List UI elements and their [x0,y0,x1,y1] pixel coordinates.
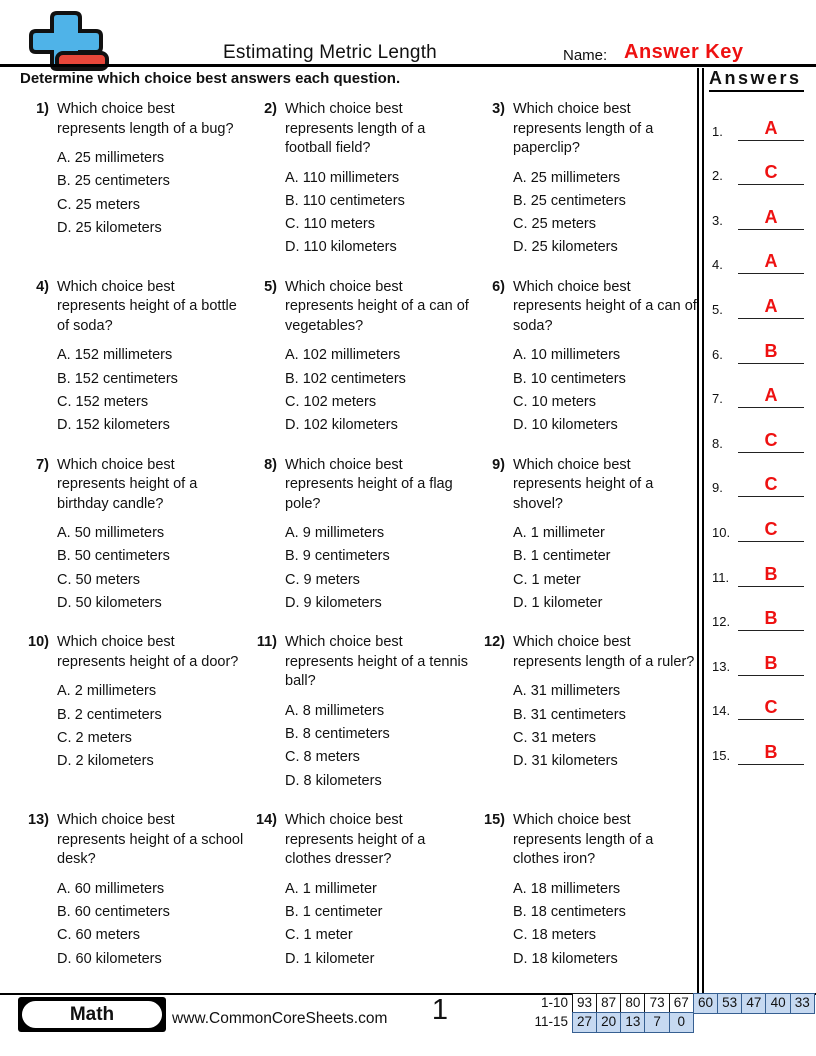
choice-option: D. 152 kilometers [57,417,170,434]
answer-letter: A [764,206,778,227]
answer-blank [738,565,804,587]
choice-option: A. 10 millimeters [513,347,621,364]
question-text: Which choice best represents height of a can of soda? [513,278,697,334]
answer-letter: A [764,251,778,272]
answer-letter: B [764,741,778,762]
answer-item [699,676,816,721]
answer-item [699,453,816,498]
choice-option: A. 50 millimeters [57,525,165,542]
question-body [285,456,476,616]
question-number: 3) [492,101,505,117]
answer-number: 10. [712,524,731,540]
question-body [513,100,701,260]
question-body [513,456,701,616]
answer-item [699,631,816,676]
score-cell: 0 [669,1012,694,1033]
choice-option: B. 18 centimeters [513,903,626,920]
score-cell: 73 [644,993,669,1014]
choice-option: A. 110 millimeters [285,169,400,186]
page-number: 1 [431,994,449,1026]
answer-blank [738,475,804,497]
choice-option: B. 25 centimeters [57,173,170,190]
answer-number: 8. [712,435,723,451]
question-body [57,633,248,773]
question-text: Which choice best represents length of a bug? [57,101,234,137]
answer-item [699,497,816,542]
choice-option: D. 10 kilometers [513,417,618,434]
subject-badge [18,997,166,1032]
answer-letter: A [764,117,778,138]
answers-panel-title: Answers [709,68,804,92]
score-cell: 13 [620,1012,645,1033]
choice-option: D. 25 kilometers [513,239,618,256]
choices-list [57,680,248,773]
choice-option: D. 102 kilometers [285,417,398,434]
answer-letter: C [764,429,778,450]
question-item [20,456,248,634]
score-cell: 80 [620,993,645,1014]
choice-option: A. 1 millimeter [285,880,377,897]
question-number: 9) [492,456,505,473]
answer-blank [738,119,804,141]
choice-option: D. 1 kilometer [513,594,603,611]
answer-item [699,96,816,141]
answer-item [699,141,816,186]
answer-number: 5. [712,301,723,317]
choices-list [285,700,476,793]
question-item [248,811,476,989]
score-range-label: 1-10 [540,995,568,1010]
choice-option: A. 25 millimeters [57,150,165,166]
answer-letter: C [764,162,778,183]
choices-list [285,344,476,437]
choice-option: C. 1 meter [513,571,581,588]
answer-letter: B [764,563,778,584]
question-number: 7) [36,456,49,473]
answer-item [699,230,816,275]
question-number: 8) [264,456,277,473]
choices-list [285,878,476,971]
question-item [476,811,696,989]
question-item [20,100,248,278]
choice-option: D. 8 kilometers [285,772,382,789]
question-body [285,278,476,438]
question-text: Which choice best represents height of a door? [57,634,239,670]
choice-option: A. 31 millimeters [513,683,621,700]
score-cell: 87 [596,993,621,1014]
choice-option: B. 9 centimeters [285,548,390,565]
score-cell: 60 [693,993,718,1014]
question-number: 14) [256,812,277,829]
answer-number: 7. [712,391,723,407]
question-text: Which choice best represents height of a shovel? [513,456,654,512]
question-number: 11) [256,634,277,651]
choice-option: B. 152 centimeters [57,370,178,387]
score-row [523,1012,815,1033]
answer-number: 11. [712,569,730,585]
question-number: 6) [492,278,505,295]
choices-list [285,167,476,260]
choices-list [513,680,701,773]
score-range-label: 11-15 [534,1014,568,1030]
question-text: Which choice best represents height of a flag pole? [285,456,453,512]
choice-option: C. 110 meters [285,216,375,233]
question-text: Which choice best represents height of a clothes dresser? [285,812,426,868]
question-number: 12) [484,634,505,651]
score-cell: 67 [669,993,694,1014]
choices-list [285,522,476,615]
choice-option: A. 9 millimeters [285,525,385,542]
choice-option: B. 60 centimeters [57,903,170,920]
question-text: Which choice best represents length of a clothes iron? [513,812,654,868]
answer-blank [738,654,804,676]
question-item [248,100,476,278]
question-number: 4) [36,278,49,295]
instruction-text: Determine which choice best answers each question. [20,70,401,87]
worksheet-title: Estimating Metric Length [223,42,437,63]
choice-option: C. 18 meters [513,927,596,944]
choice-option: C. 31 meters [513,729,596,746]
choice-option: D. 25 kilometers [57,219,162,236]
question-body [513,633,701,773]
question-text: Which choice best represents height of a tennis ball? [285,634,468,690]
choice-option: A. 25 millimeters [513,169,621,186]
question-body [285,633,476,793]
answer-blank [738,520,804,542]
choice-option: C. 9 meters [285,571,360,588]
answer-blank [738,208,804,230]
plus-minus-logo-icon [24,10,116,72]
choice-option: D. 60 kilometers [57,950,162,967]
question-item [20,811,248,989]
choice-option: D. 18 kilometers [513,950,618,967]
choice-option: D. 110 kilometers [285,239,397,256]
choice-option: C. 25 meters [57,196,140,213]
score-cell: 93 [572,993,597,1014]
commoncoresheets-logo [24,10,116,72]
choice-option: A. 8 millimeters [285,702,385,719]
answer-item [699,408,816,453]
choice-option: C. 102 meters [285,393,377,410]
choice-option: C. 25 meters [513,216,596,233]
score-cell: 7 [644,1012,669,1033]
answer-number: 15. [712,747,731,763]
question-item [248,278,476,456]
score-row [523,993,815,1014]
choice-option: C. 2 meters [57,729,132,746]
choice-option: D. 2 kilometers [57,753,154,770]
answer-blank [738,743,804,765]
subject-badge-label: Math [22,1001,162,1028]
answer-blank [738,297,804,319]
choice-option: D. 31 kilometers [513,753,618,770]
answers-panel [697,68,816,993]
choice-option: B. 31 centimeters [513,706,626,723]
question-body [57,100,248,240]
choice-option: C. 50 meters [57,571,140,588]
choice-option: B. 2 centimeters [57,706,162,723]
question-item [476,456,696,634]
website-text: www.CommonCoreSheets.com [172,1010,388,1027]
answer-blank [738,698,804,720]
score-cell: 20 [596,1012,621,1033]
choice-option: C. 8 meters [285,749,360,766]
name-label: Name: [563,47,608,64]
answer-letter: C [764,518,778,539]
question-number: 1) [36,101,49,117]
choice-option: B. 10 centimeters [513,370,626,387]
answer-letter: B [764,340,778,361]
answer-letter: A [764,295,778,316]
question-number: 15) [484,812,505,829]
choice-option: A. 102 millimeters [285,347,401,364]
answer-letter: A [764,385,778,406]
question-body [285,100,476,260]
question-item [476,633,696,811]
answer-number: 4. [712,257,723,273]
header-rule [0,64,816,67]
question-item [476,100,696,278]
choice-option: B. 25 centimeters [513,192,626,209]
choice-option: A. 18 millimeters [513,880,621,897]
answer-number: 6. [712,346,723,362]
question-item [248,633,476,811]
question-text: Which choice best represents height of a school desk? [57,812,244,868]
answer-blank [738,163,804,185]
question-text: Which choice best represents height of a birthday candle? [57,456,198,512]
choice-option: B. 110 centimeters [285,192,405,209]
score-cell: 27 [572,1012,597,1033]
answer-letter: B [764,608,778,629]
question-item [20,633,248,811]
question-item [476,278,696,456]
question-body [57,278,248,438]
question-text: Which choice best represents length of a football field? [285,101,426,156]
answer-number: 13. [712,658,731,674]
choice-option: C. 60 meters [57,927,140,944]
choices-list [513,878,701,971]
answer-blank [738,609,804,631]
choice-option: B. 50 centimeters [57,548,170,565]
answer-number: 3. [712,212,723,228]
question-number: 10) [28,634,49,651]
question-number: 13) [28,812,49,829]
choice-option: D. 1 kilometer [285,950,375,967]
question-body [57,456,248,616]
choices-list [57,344,248,437]
choice-option: C. 152 meters [57,393,149,410]
question-text: Which choice best represents length of a paperclip? [513,101,654,156]
choice-option: C. 10 meters [513,393,596,410]
answer-item [699,364,816,409]
answer-number: 9. [712,480,723,496]
choice-option: A. 2 millimeters [57,683,157,700]
answer-item [699,587,816,632]
questions-grid [20,100,696,989]
answer-item [699,720,816,765]
answer-letter: C [764,474,778,495]
answer-number: 2. [712,168,723,184]
answer-blank [738,252,804,274]
question-number: 5) [264,278,277,295]
choice-option: A. 152 millimeters [57,347,173,364]
answer-item [699,542,816,587]
question-body [57,811,248,971]
question-body [285,811,476,971]
score-cell: 53 [717,993,742,1014]
choices-list [513,344,701,437]
answer-item [699,274,816,319]
answer-number: 1. [712,123,723,139]
choice-option: A. 1 millimeter [513,525,605,542]
answer-letter: B [764,652,778,673]
question-item [248,456,476,634]
question-text: Which choice best represents height of a bottle of soda? [57,278,237,334]
score-cell: 33 [790,993,815,1014]
answer-blank [738,431,804,453]
question-body [513,278,701,438]
score-cell: 40 [765,993,790,1014]
score-cell: 47 [741,993,766,1014]
answers-list [699,96,816,765]
choices-list [57,522,248,615]
question-body [513,811,701,971]
answer-number: 12. [712,614,731,630]
question-text: Which choice best represents length of a ruler? [513,634,695,670]
choice-option: B. 1 centimeter [285,903,383,920]
choice-option: A. 60 millimeters [57,880,165,897]
question-text: Which choice best represents height of a can of vegetables? [285,278,469,334]
answer-letter: C [764,697,778,718]
choices-list [513,167,701,260]
question-number: 2) [264,101,277,117]
answer-item [699,185,816,230]
choices-list [57,147,248,240]
score-table [523,993,815,1033]
answer-key-text: Answer Key [624,41,744,63]
choice-option: D. 9 kilometers [285,594,382,611]
choices-list [513,522,701,615]
answer-blank [738,342,804,364]
choice-option: B. 8 centimeters [285,726,390,743]
answer-blank [738,386,804,408]
choice-option: D. 50 kilometers [57,594,162,611]
answer-item [699,319,816,364]
choice-option: C. 1 meter [285,927,353,944]
choice-option: B. 1 centimeter [513,548,611,565]
answer-number: 14. [712,703,731,719]
choice-option: B. 102 centimeters [285,370,406,387]
question-item [20,278,248,456]
choices-list [57,878,248,971]
